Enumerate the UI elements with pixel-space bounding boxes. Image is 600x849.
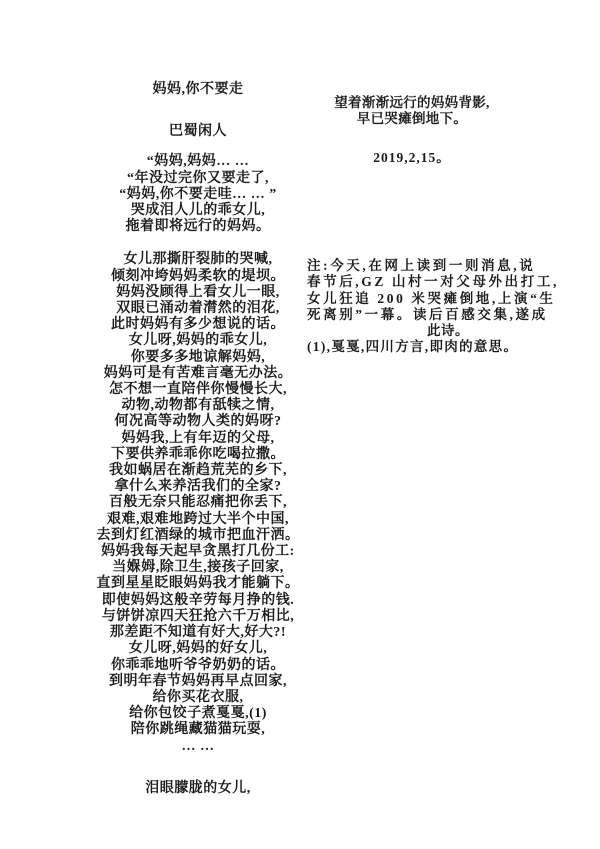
poem-line: 到明年春节妈妈再早点回家,	[109, 673, 287, 689]
poem-stanza-1	[70, 154, 326, 235]
note-paragraph	[307, 258, 589, 323]
poem-line: 艰难,艰难地跨过大半个中国,	[107, 511, 289, 527]
poem-line: 怎不想一直陪伴你慢慢长大,	[109, 382, 287, 398]
note-line: 女儿狂追 200 米哭瘫倒地,上演“生	[307, 290, 556, 306]
poem-line: 给你包饺子煮戛戛,(1)	[129, 706, 267, 722]
poem-continuation	[305, 95, 519, 127]
note-line: 死离别”一幕。读后百感交集,遂成	[307, 306, 548, 322]
poem-title: 妈妈,你不要走	[152, 82, 244, 97]
poem-author: 巴蜀闲人	[169, 124, 227, 140]
poem-line: 去到灯红酒绿的城市把血汗洒。	[96, 527, 300, 543]
poem-line: 那差距不知道有好大,好大?!	[109, 625, 287, 641]
author-note	[307, 258, 589, 356]
poem-date: 2019,2,15。	[373, 150, 451, 166]
poem-line: 给你买花衣服,	[152, 689, 244, 705]
poem-line: 直到星星眨眼妈妈我才能躺下。	[96, 576, 300, 592]
poem-line: 当媬姆,除卫生,接孩子回家,	[112, 560, 284, 576]
poem-line: 妈妈没顾得上看女儿一眼,	[116, 284, 280, 300]
poem-line: 陪你跳绳藏猫猫玩耍,	[130, 722, 266, 738]
poem-line: “妈妈,你不要走哇… … ”	[119, 186, 277, 202]
poem-line: 妈妈我每天起早贪黑打几份工:	[101, 544, 295, 560]
poem-closing-line: 泪眼朦胧的女儿,	[145, 780, 251, 796]
poem-line: 望着渐渐远行的妈妈背影,	[334, 95, 490, 110]
poem-line: 我如蜗居在渐趋荒芜的乡下,	[109, 463, 287, 479]
poem-line: 百般无奈只能忍痛把你丢下,	[109, 495, 287, 511]
poem-line: 下要供养乖乖你吃喝拉撒。	[111, 446, 285, 462]
note-footnote: (1),戛戛,四川方言,即肉的意思。	[307, 339, 519, 355]
poem-line: 何况高等动物人类的妈呀?	[114, 414, 282, 430]
poem-left-column	[70, 82, 326, 797]
poem-line: 双眼已涌动着潸然的泪花,	[116, 301, 280, 317]
poem-line: 早已哭瘫倒地下。	[356, 111, 468, 127]
poem-line: 倾刻冲垮妈妈柔软的堤坝。	[111, 268, 285, 284]
poem-right-column	[305, 95, 519, 167]
note-line: 注:今天,在网上读到一则消息,说	[307, 258, 536, 273]
note-centered-line: 此诗。	[427, 323, 469, 339]
poem-line: 女儿呀,妈妈的乖女儿,	[128, 333, 268, 349]
poem-stanza-2	[70, 252, 326, 754]
poem-line: 妈妈可是有苦难言毫无办法。	[103, 365, 293, 381]
note-line: 春节后,GZ 山村一对父母外出打工,	[307, 274, 559, 290]
poem-line: “年没过完你又要走了,	[127, 170, 269, 186]
poem-line: 此时妈妈有多少想说的话。	[111, 317, 285, 333]
poem-line: 你要多多地谅解妈妈,	[130, 349, 266, 365]
poem-line: 女儿那撕肝裂肺的哭喊,	[123, 252, 273, 268]
poem-line: 哭成泪人儿的乖女儿,	[130, 203, 266, 219]
poem-line: 你乖乖地听爷爷奶奶的话。	[111, 657, 285, 673]
poem-line: 动物,动物都有舐犊之情,	[121, 398, 275, 414]
poem-line: 即使妈妈这般辛劳每月挣的钱.	[101, 592, 295, 608]
poem-line: 女儿呀,妈妈的好女儿,	[128, 641, 268, 657]
poem-line: 与饼饼凉四天狂抢六千万相比,	[101, 608, 295, 624]
poem-line: 妈妈我,上有年迈的父母,	[121, 430, 275, 446]
poem-line: 拖着即将远行的妈妈。	[125, 219, 271, 235]
poem-line: “妈妈,妈妈… …	[146, 154, 250, 170]
poem-line: … …	[181, 738, 215, 754]
poem-line: 拿什么来养活我们的全家?	[114, 479, 282, 495]
